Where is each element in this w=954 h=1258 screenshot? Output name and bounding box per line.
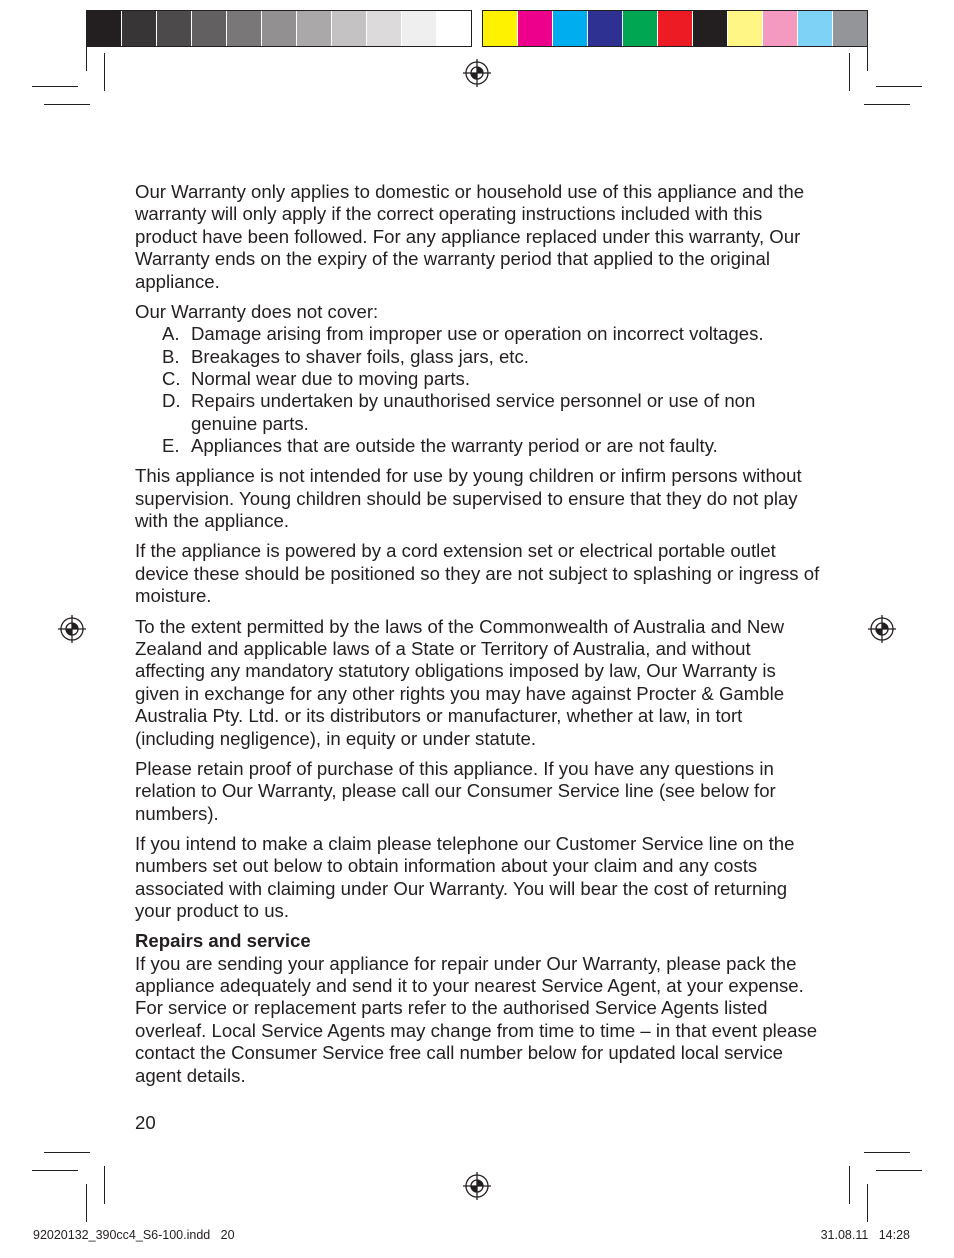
color-swatch	[693, 11, 728, 46]
crop-mark	[44, 104, 90, 105]
exclusion-letter: E.	[162, 435, 180, 457]
crop-mark	[867, 33, 868, 71]
crop-mark	[104, 1166, 105, 1204]
color-swatch	[728, 11, 763, 46]
registration-mark-icon	[868, 615, 896, 643]
gray-swatch	[87, 11, 122, 46]
exclusion-letter: C.	[162, 368, 181, 390]
slug-datetime: 31.08.11 14:28	[820, 1228, 910, 1242]
crop-mark	[876, 1170, 922, 1171]
crop-mark	[32, 1170, 78, 1171]
color-swatch	[623, 11, 658, 46]
color-swatch	[763, 11, 798, 46]
page-number: 20	[135, 1112, 156, 1133]
children-use-paragraph: This appliance is not intended for use by young children or infirm persons without supervision. Young children should be supervised to ensure that they do not play with the appliance.	[135, 465, 802, 532]
exclusions-intro: Our Warranty does not cover:	[135, 300, 379, 322]
color-swatch	[658, 11, 693, 46]
exclusion-item	[135, 368, 825, 390]
color-swatch	[553, 11, 588, 46]
exclusion-letter: B.	[162, 345, 180, 367]
exclusion-text: Breakages to shaver foils, glass jars, etc.	[191, 345, 529, 367]
gray-swatch	[297, 11, 332, 46]
gray-swatch	[262, 11, 297, 46]
gray-swatch	[122, 11, 157, 46]
color-swatch	[518, 11, 553, 46]
exclusion-item	[135, 323, 825, 345]
crop-mark	[849, 53, 850, 91]
crop-mark	[876, 86, 922, 87]
crop-mark	[86, 1184, 87, 1222]
repairs-heading: Repairs and service	[135, 930, 311, 952]
gray-swatch	[157, 11, 192, 46]
process-color-bar	[482, 10, 868, 47]
gray-swatch	[192, 11, 227, 46]
exclusion-text: Damage arising from improper use or operation on incorrect voltages.	[191, 323, 764, 345]
exclusion-item	[135, 435, 825, 457]
extension-cord-paragraph: If the appliance is powered by a cord extension set or electrical portable outlet device these should be positioned so they are not subject to splashing or ingress of moisture.	[135, 540, 820, 607]
crop-mark	[867, 1184, 868, 1222]
slug-filename: 92020132_390cc4_S6-100.indd 20	[33, 1228, 235, 1242]
claim-paragraph: If you intend to make a claim please telephone our Customer Service line on the numbers set out below to obtain information about your claim and any costs associated with claiming under Our Warranty. You will bear the cost of returning your product to us.	[135, 832, 795, 921]
grayscale-color-bar	[86, 10, 472, 47]
registration-mark-icon	[463, 59, 491, 87]
legal-rights-paragraph: To the extent permitted by the laws of the Commonwealth of Australia and New Zealand and applicable laws of a State or Territory of Australia, and without affecting any mandatory statutory obligations imposed by law, Our Warranty is given in exchange for any other rights you may have against Procter & Gamble Australia Pty. Ltd. or its distributors or manufacturer, whether at law, in tort (including negligence), in equity or under statute.	[135, 615, 785, 749]
color-swatch	[798, 11, 833, 46]
registration-mark-icon	[58, 615, 86, 643]
warranty-scope-paragraph: Our Warranty only applies to domestic or household use of this appliance and the warranty will only apply if the correct operating instructions included with this product have been followed. For any appliance replaced under this warranty, Our Warranty ends on the expiry of the warranty period that applied to the original appliance.	[135, 181, 805, 292]
crop-mark	[864, 1152, 910, 1153]
crop-mark	[864, 104, 910, 105]
exclusion-letter: A.	[162, 323, 180, 345]
exclusion-text: Appliances that are outside the warranty period or are not faulty.	[191, 435, 718, 457]
proof-of-purchase-paragraph: Please retain proof of purchase of this appliance. If you have any questions in relation to Our Warranty, please call our Consumer Service line (see below for numbers).	[135, 757, 776, 824]
color-swatch	[483, 11, 518, 46]
exclusion-item	[135, 390, 825, 435]
crop-mark	[32, 86, 78, 87]
exclusion-letter: D.	[162, 390, 181, 412]
color-swatch	[833, 11, 867, 46]
crop-mark	[86, 33, 87, 71]
gray-swatch	[332, 11, 367, 46]
registration-mark-icon	[463, 1172, 491, 1200]
crop-mark	[104, 53, 105, 91]
gray-swatch	[227, 11, 262, 46]
repairs-paragraph: If you are sending your appliance for repair under Our Warranty, please pack the appliance adequately and send it to your nearest Service Agent, at your expense. For service or replacement parts refer to the authorised Service Agents listed overleaf. Local Service Agents may change from time to time – in that event please contact the Consumer Service free call number below for updated local service agent details.	[135, 952, 818, 1086]
exclusion-item	[135, 346, 825, 368]
exclusions-list	[135, 323, 825, 457]
exclusion-text: Normal wear due to moving parts.	[191, 368, 471, 390]
exclusion-text: Repairs undertaken by unauthorised service personnel or use of non genuine parts.	[191, 390, 756, 434]
crop-mark	[44, 1152, 90, 1153]
color-swatch	[588, 11, 623, 46]
gray-swatch	[437, 11, 471, 46]
warranty-text-block	[135, 181, 825, 1095]
gray-swatch	[402, 11, 437, 46]
gray-swatch	[367, 11, 402, 46]
crop-mark	[849, 1166, 850, 1204]
